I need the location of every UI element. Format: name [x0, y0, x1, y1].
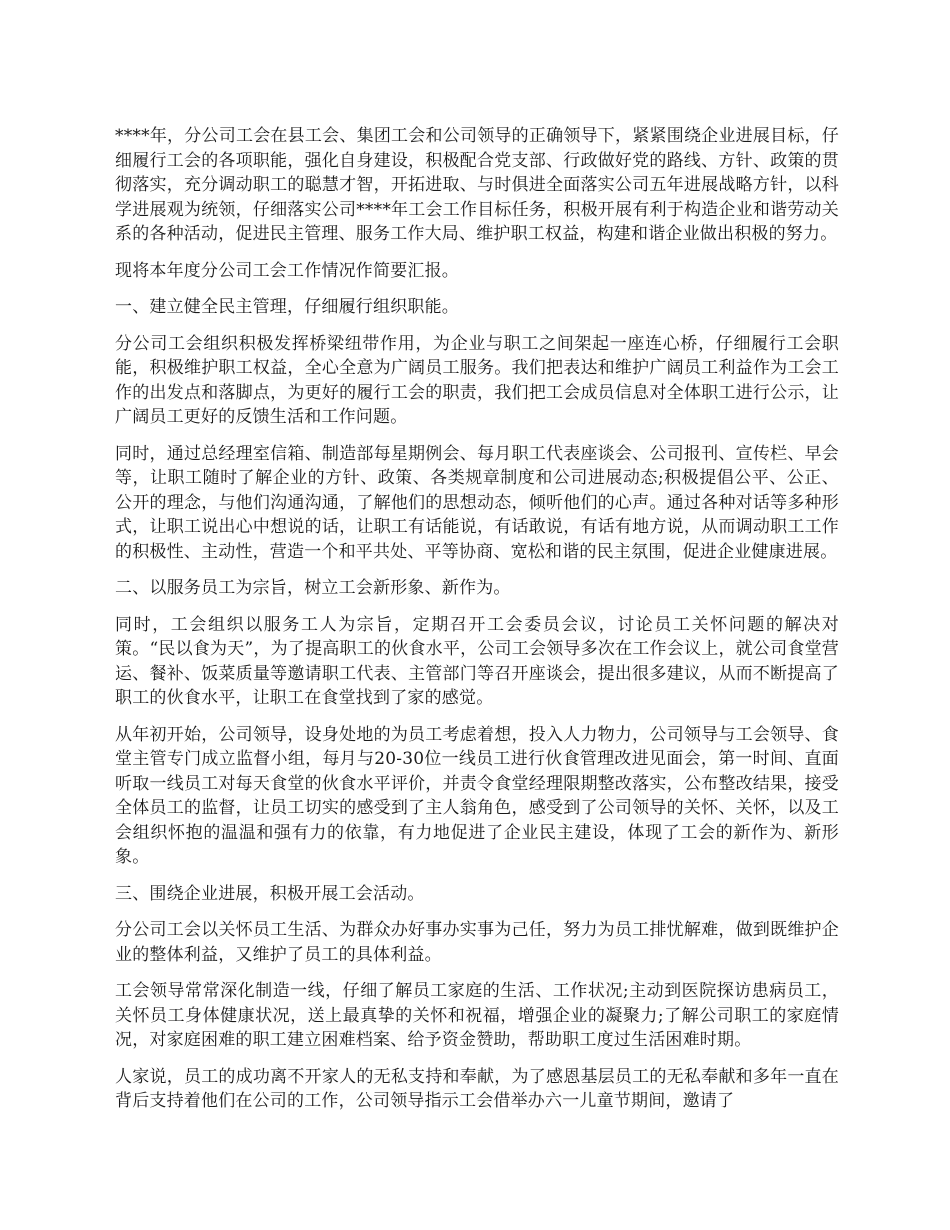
paragraph: 工会领导常常深化制造一线，仔细了解员工家庭的生活、工作状况;主动到医院探访患病员工，关怀员工身体健康状况，送上最真挚的关怀和祝福，增强企业的凝聚力;了解公司职工的家庭情况，对家庭困难的职工建立困难档案、给予资金赞助，帮助职工度过生活困难时期。 — [115, 981, 839, 1050]
section-heading-2: 二、以服务员工为宗旨，树立工会新形象、新作为。 — [115, 578, 511, 598]
paragraph-intro: ****年，分公司工会在县工会、集团工会和公司领导的正确领导下，紧紧围绕企业进展目标，仔细履行工会的各项职能，强化自身建设，积极配合党支部、行政做好党的路线、方针、政策的贯彻落实，充分调动职工的聪慧才智，开拓进取、与时俱进全面落实公司五年进展战略方针，以科学进展观为统领，仔细落实公司****年工会工作目标任务，积极开展有利于构造企业和谐劳动关系的各种活动，促进民主管理、服务工作大局、维护职工权益，构建和谐企业做出积极的努力。 — [115, 126, 839, 244]
paragraph: 人家说，员工的成功离不开家人的无私支持和奉献，为了感恩基层员工的无私奉献和多年一直在背后支持着他们在公司的工作，公司领导指示工会借举办六一儿童节期间，邀请了 — [115, 1066, 839, 1111]
paragraph: 同时，通过总经理室信箱、制造部每星期例会、每月职工代表座谈会、公司报刊、宣传栏、早会等，让职工随时了解企业的方针、政策、各类规章制度和公司进展动态;积极提倡公平、公正、公开的理念，与他们沟通沟通，了解他们的思想动态，倾听他们的心声。通过各种对话等多种形式，让职工说出心中想说的话，让职工有话能说，有话敢说，有话有地方说，从而调动职工工作的积极性、主动性，营造一个和平共处、平等协商、宽松和谐的民主氛围，促进企业健康进展。 — [115, 443, 839, 562]
section-heading-3: 三、围绕企业进展，积极开展工会活动。 — [115, 883, 425, 904]
paragraph: 从年初开始，公司领导，设身处地的为员工考虑着想，投入人力物力，公司领导与工会领导、食堂主管专门成立监督小组，每月与20-30位一线员工进行伙食管理改进见面会，第一时间、直面听取一线员工对每天食堂的伙食水平评价，并责令食堂经理限期整改落实，公布整改结果，接受全体员工的监督，让员工切实的感受到了主人翁角色，感受到了公司领导的关怀、关怀，以及工会组织怀抱的温温和强有力的依靠，有力地促进了企业民主建设，体现了工会的新作为、新形象。 — [115, 724, 839, 867]
paragraph: 分公司工会组织积极发挥桥梁纽带作用，为企业与职工之间架起一座连心桥，仔细履行工会职能，积极维护职工权益，全心全意为广阔员工服务。我们把表达和维护广阔员工利益作为工会工作的出发点和落脚点，为更好的履行工会的职责，我们把工会成员信息对全体职工进行公示，让广阔员工更好的反馈生活和工作问题。 — [115, 333, 839, 427]
paragraph: 同时，工会组织以服务工人为宗旨，定期召开工会委员会议，讨论员工关怀问题的解决对策。“民以食为天”，为了提高职工的伙食水平，公司工会领导多次在工作会议上，就公司食堂营运、餐补、饭菜质量等邀请职工代表、主管部门等召开座谈会，提出很多建议，从而不断提高了职工的伙食水平，让职工在食堂找到了家的感觉。 — [115, 614, 839, 708]
document-body — [115, 124, 839, 1126]
paragraph-summary: 现将本年度分公司工会工作情况作简要汇报。 — [115, 260, 459, 281]
paragraph: 分公司工会以关怀员工生活、为群众办好事办实事为己任，努力为员工排忧解难，做到既维护企业的整体利益，又维护了员工的具体利益。 — [115, 920, 839, 965]
section-heading-1: 一、建立健全民主管理，仔细履行组织职能。 — [115, 297, 459, 317]
